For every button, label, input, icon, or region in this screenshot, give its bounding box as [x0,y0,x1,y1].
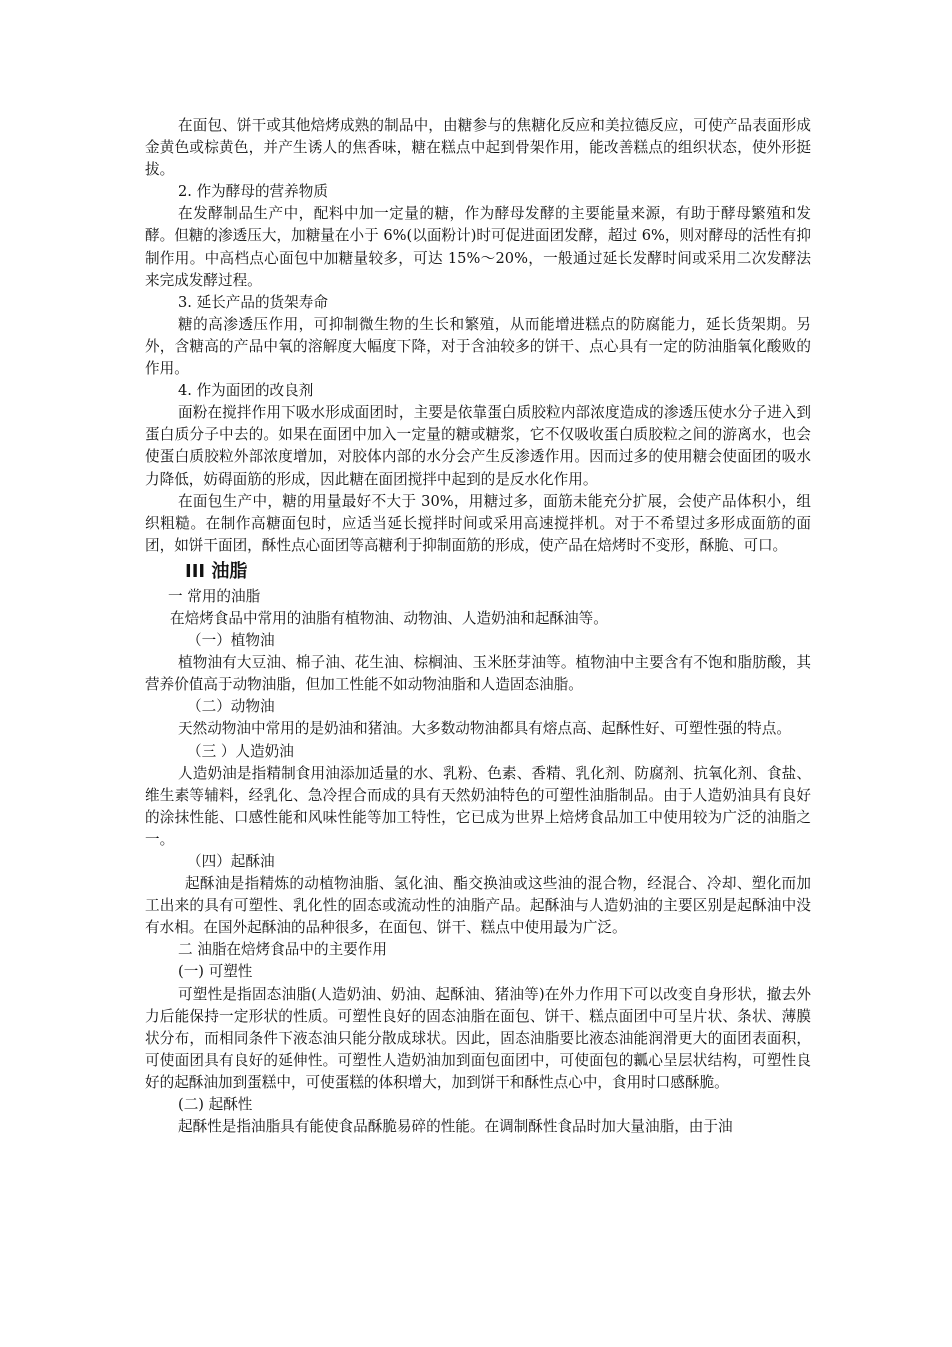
subsection-heading: （三 ）人造奶油 [187,742,294,760]
subsection-heading: （四）起酥油 [187,853,275,870]
paragraph: 起酥性是指油脂具有能使食品酥脆易碎的性能。在调制酥性食品时加大量油脂，由于油 [178,1118,733,1136]
subsection-heading: （二）动物油 [187,698,275,716]
paragraph: 可塑性是指固态油脂(人造奶油、奶油、起酥油、猪油等)在外力作用下可以改变自身形状，撤去外力后能保持一定形状的性质。可塑性良好的固态油脂在面包、饼干、糕点面团中可呈片状、条状、薄膜状分布，而相同条件下液态油只能分散成球状。因此，固态油脂要比液态油能润滑更大的面团表面积，可使面团具有良好的延伸性。可塑性人造奶油加到面包面团中，可使面包的瓤心呈层状结构，可塑性良好的起酥油加到蛋糕中，可使蛋糕的体积增大，加到饼干和酥性点心中，食用时口感酥脆。 [145,985,811,1091]
document-body [145,115,811,1138]
paragraph: 在发酵制品生产中，配料中加一定量的糖，作为酵母发酵的主要能量来源，有助于酵母繁殖和发酵。但糖的渗透压大，加糖量在小于 6%(以面粉计)时可促进面团发酵，超过 6%，则对酵母的活性有抑制作用。中高档点心面包中加糖量较多，可达 15%～20%，一般通过延长发酵时间或采用二次发酵法来完成发酵过程。 [145,205,811,289]
section-heading: 2. 作为酵母的营养物质 [178,183,328,201]
subsection-heading: （一）植物油 [187,632,275,650]
section-heading: 3. 延长产品的货架寿命 [178,293,328,311]
paragraph: 面粉在搅拌作用下吸水形成面团时，主要是依靠蛋白质胶粒内部浓度造成的渗透压使水分子进入到蛋白质分子中去的。如果在面团中加入一定量的糖或糖浆，它不仅吸收蛋白质胶粒之间的游离水，也会使蛋白质胶粒外部浓度增加，对胶体内部的水分会产生反渗透作用。因而过多的使用糖会使面团的吸水力降低，妨碍面筋的形成，因此糖在面团搅拌中起到的是反水化作用。 [145,404,811,488]
paragraph: 糖的高渗透压作用，可抑制微生物的生长和繁殖，从而能增进糕点的防腐能力，延长货架期。另外，含糖高的产品中氧的溶解度大幅度下降，对于含油较多的饼干、点心具有一定的防油脂氧化酸败的作用。 [145,315,811,378]
paragraph: 天然动物油中常用的是奶油和猪油。大多数动物油都具有熔点高、起酥性好、可塑性强的特点。 [178,720,791,738]
subsection-heading: 一 常用的油脂 [168,587,261,605]
paragraph: 在面包生产中，糖的用量最好不大于 30%，用糖过多，面筋未能充分扩展，会使产品体积小，组织粗糙。在制作高糖面包时，应适当延长搅拌时间或采用高速搅拌机。对于不希望过多形成面筋的面团，如饼干面团，酥性点心面团等高糖利于抑制面筋的形成，使产品在焙烤时不变形，酥脆、可口。 [145,492,811,554]
paragraph: 人造奶油是指精制食用油添加适量的水、乳粉、色素、香精、乳化剂、防腐剂、抗氧化剂、食盐、维生素等辅料，经乳化、急冷捏合而成的具有天然奶油特色的可塑性油脂制品。由于人造奶油具有良好的涂抹性能、口感性能和风味性能等加工特性，它已成为世界上焙烤食品加工中使用较为广泛的油脂之一。 [145,764,811,848]
section-heading: (二) 起酥性 [178,1096,253,1114]
section-heading: 4. 作为面团的改良剂 [178,382,314,400]
chapter-title: III 油脂 [185,560,248,582]
paragraph: 在焙烤食品中常用的油脂有植物油、动物油、人造奶油和起酥油等。 [170,609,608,627]
paragraph: 在面包、饼干或其他焙烤成熟的制品中，由糖参与的焦糖化反应和美拉德反应，可使产品表面形成金黄色或棕黄色，并产生诱人的焦香味，糖在糕点中起到骨架作用，能改善糕点的组织状态，使外形挺拔。 [145,117,811,179]
section-heading: (一) 可塑性 [178,963,253,981]
paragraph: 起酥油是指精炼的动植物油脂、氢化油、酯交换油或这些油的混合物，经混合、冷却、塑化而加工出来的具有可塑性、乳化性的固态或流动性的油脂产品。起酥油与人造奶油的主要区别是起酥油中没有水相。在国外起酥油的品种很多，在面包、饼干、糕点中使用最为广泛。 [145,875,811,937]
subsection-heading: 二 油脂在焙烤食品中的主要作用 [178,941,387,959]
paragraph: 植物油有大豆油、棉子油、花生油、棕榈油、玉米胚芽油等。植物油中主要含有不饱和脂肪酸，其营养价值高于动物油脂，但加工性能不如动物油脂和人造固态油脂。 [145,654,811,694]
